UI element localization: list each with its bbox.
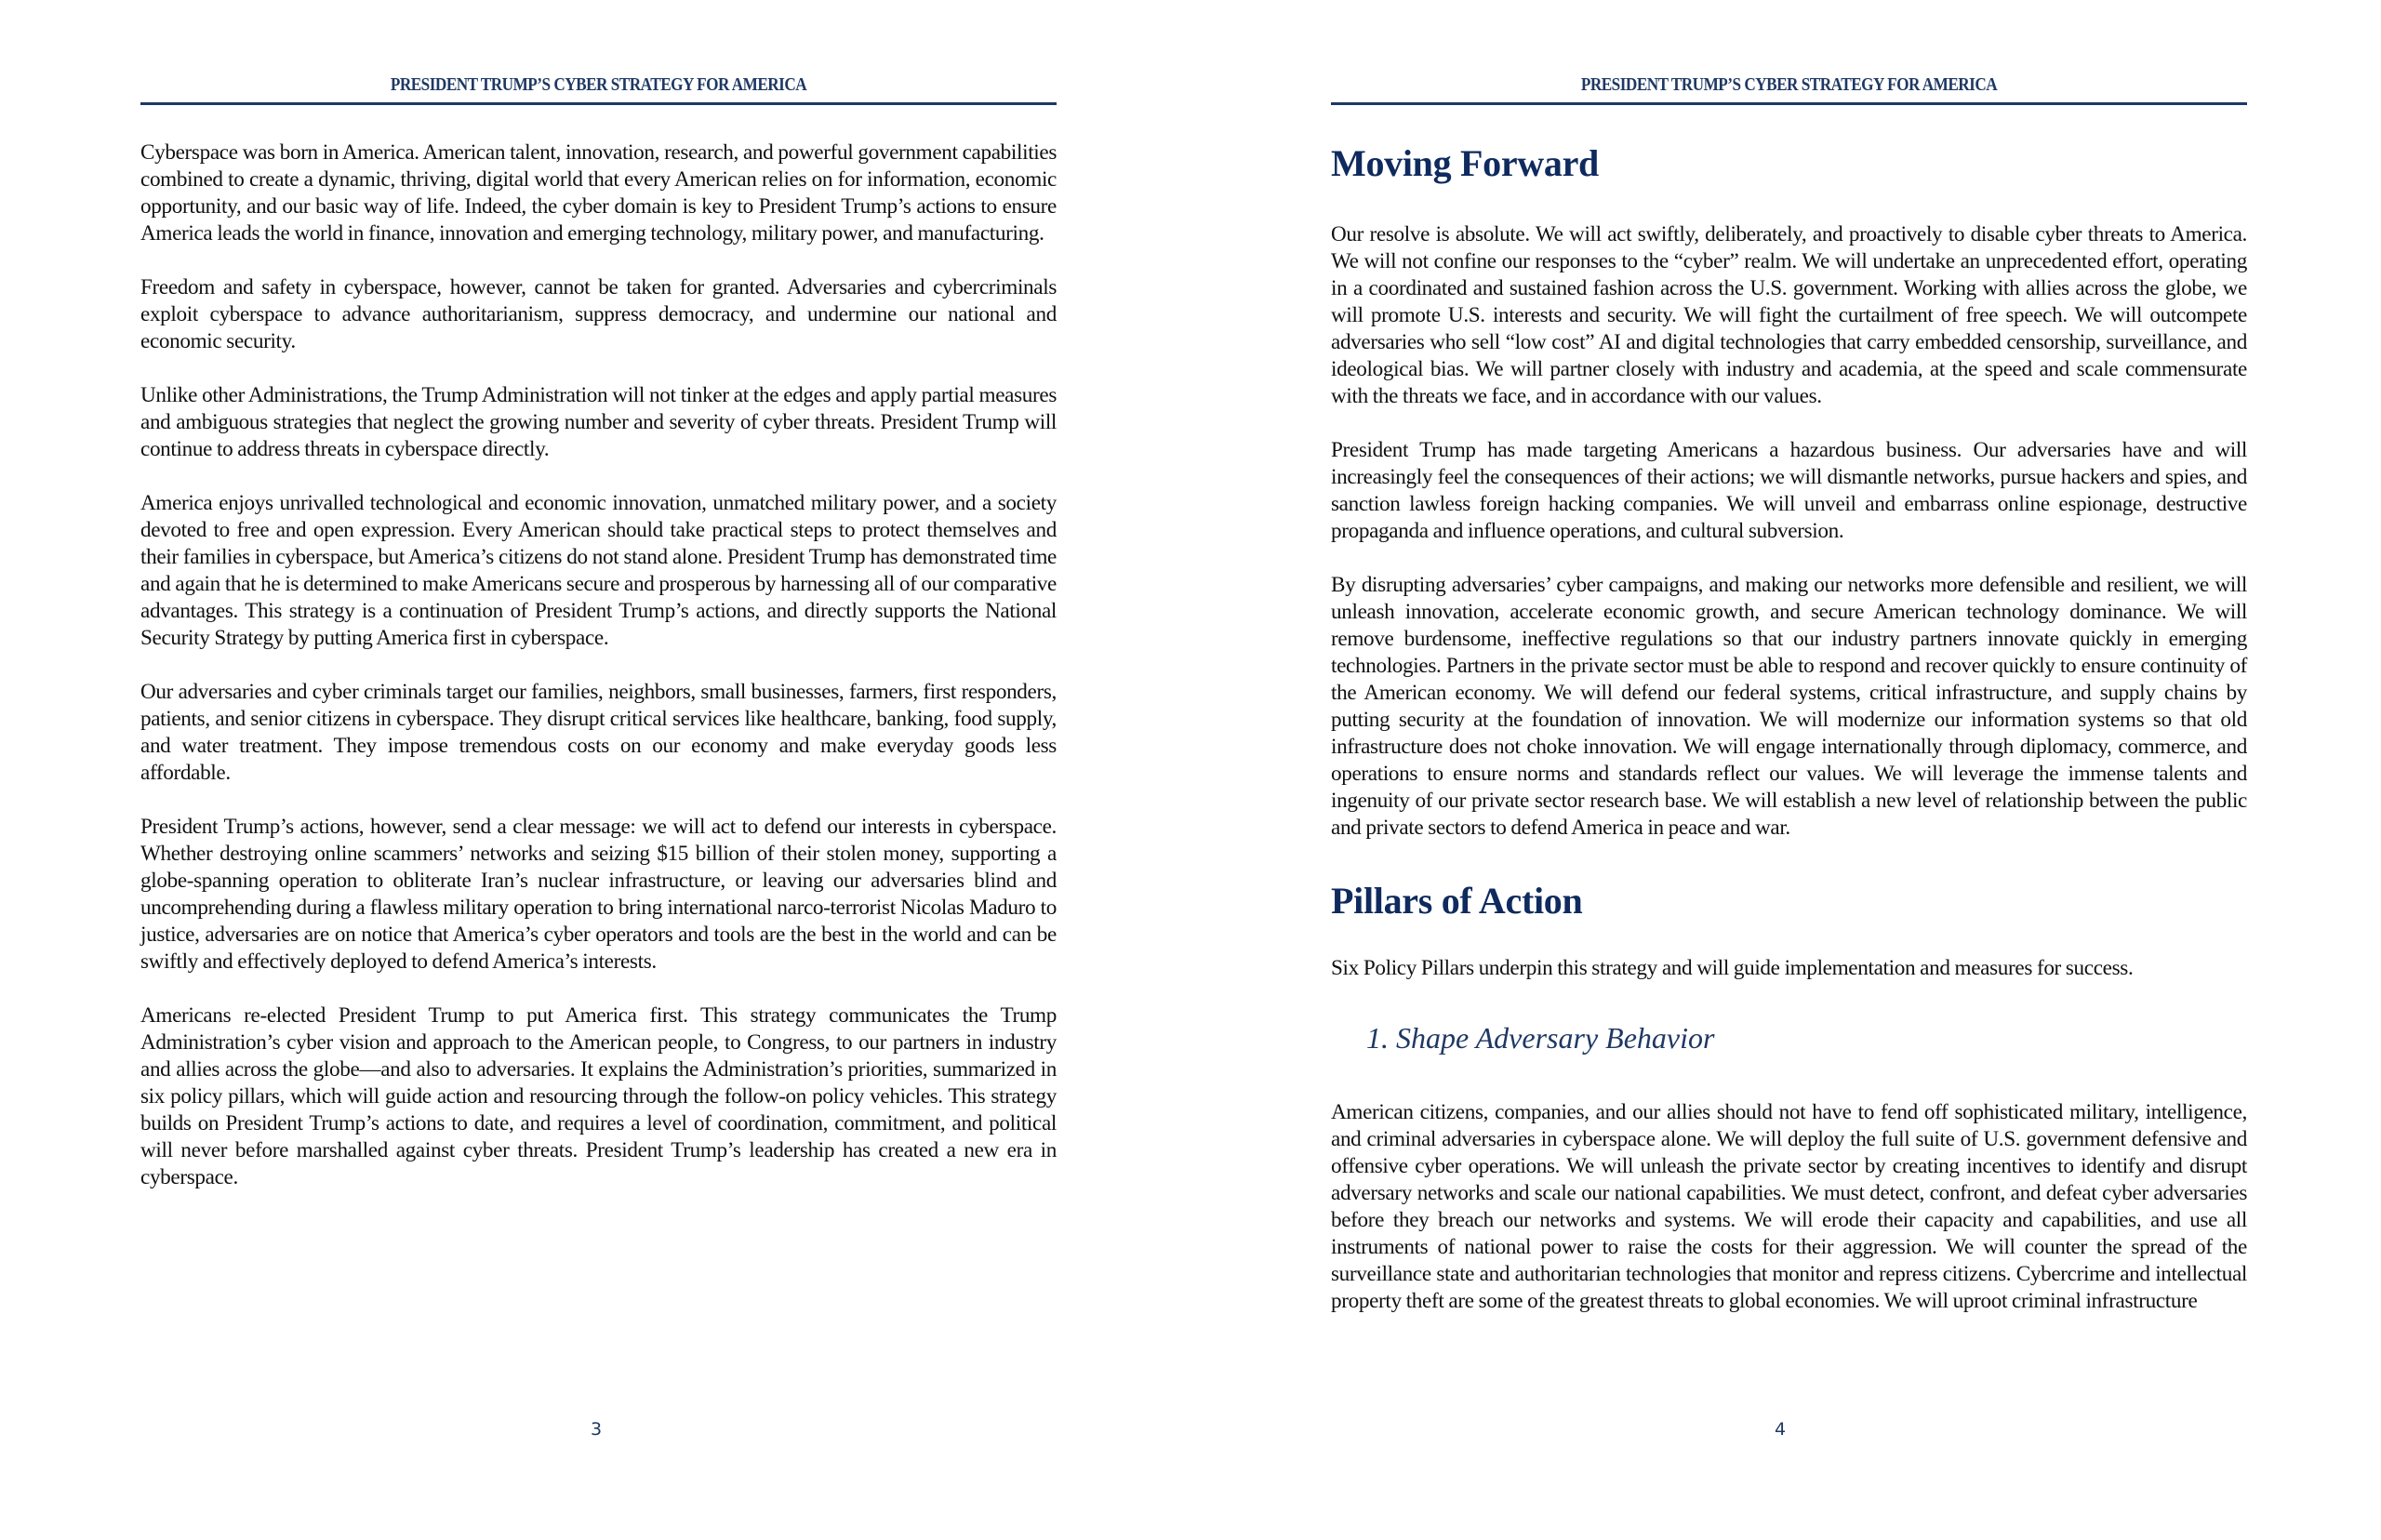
header-rule: [140, 102, 1057, 105]
paragraph: Americans re-elected President Trump to put America first. This strategy communicates the Trump Administration’s cyber vision and approach to the American people, to Congress, to our partners in industry and allies across the globe—and also to adversaries. It explains the Administration’s priorities, summarized in six policy pillars, which will guide action and resourcing through the follow-on policy vehicles. This strategy builds on President Trump’s actions to date, and requires a level of coordination, commitment, and political will never before marshalled against cyber threats. President Trump’s leadership has created a new era in cyberspace.: [140, 1003, 1057, 1189]
paragraph: Unlike other Administrations, the Trump Administration will not tinker at the edges and apply partial measures and ambiguous strategies that neglect the growing number and severity of cyber threats. President Trump will continue to address threats in cyberspace directly.: [140, 383, 1057, 461]
header-rule: [1331, 102, 2247, 105]
paragraph: President Trump’s actions, however, send a clear message: we will act to defend our interests in cyberspace. Whether destroying online scammers’ networks and seizing $15 billion of their stolen money, supporting a globe-spanning operation to obliterate Iran’s nuclear infrastructure, or leaving our adversaries blind and uncomprehending during a flawless military operation to bring international narco-terrorist Nicolas Maduro to justice, adversaries are on notice that America’s cyber operators and tools are the best in the world and can be swiftly and effectively deployed to defend America’s interests.: [140, 815, 1057, 974]
paragraph: American citizens, companies, and our allies should not have to fend off sophisticated military, intelligence, and criminal adversaries in cyberspace alone. We will deploy the full suite of U.S. government defensive and offensive cyber operations. We will unleash the private sector by creating incentives to identify and disrupt adversary networks and scale our national capabilities. We must detect, confront, and defeat cyber adversaries before they breach our networks and systems. We will erode their capacity and capabilities, and use all instruments of national power to raise the costs for their aggression. We will counter the spread of the surveillance state and authoritarian technologies that monitor and repress citizens. Cybercrime and intellectual property theft are some of the greatest threats to global economies. We will uproot criminal infrastructure: [1331, 1100, 2247, 1313]
running-header: PRESIDENT TRUMP’S CYBER STRATEGY FOR AMERICA: [1580, 74, 1998, 95]
pillar-heading-1: 1. Shape Adversary Behavior: [1366, 1021, 1715, 1055]
page-number: 4: [1775, 1419, 1787, 1440]
running-header: PRESIDENT TRUMP’S CYBER STRATEGY FOR AMERICA: [390, 74, 807, 95]
paragraph: Cyberspace was born in America. American talent, innovation, research, and powerful government capabilities combined to create a dynamic, thriving, digital world that every American relies on for information, economic opportunity, and our basic way of life. Indeed, the cyber domain is key to President Trump’s actions to ensure America leads the world in finance, innovation and emerging technology, military power, and manufacturing.: [140, 140, 1057, 246]
page-content: [1331, 130, 2247, 1342]
paragraph: Our resolve is absolute. We will act swiftly, deliberately, and proactively to disable cyber threats to America. We will not confine our responses to the “cyber” realm. We will undertake an unprecedented effort, operating in a coordinated and sustained fashion across the U.S. government. Working with allies across the globe, we will promote U.S. interests and security. We will fight the curtailment of free speech. We will outcompete adversaries who sell “low cost” AI and digital technologies that carry embedded censorship, surveillance, and ideological bias. We will partner closely with industry and academia, at the speed and scale commensurate with the threats we face, and in accordance with our values.: [1331, 222, 2247, 408]
page-4: [1331, 0, 2247, 1540]
section-heading-moving-forward: Moving Forward: [1331, 142, 1599, 184]
paragraph: President Trump has made targeting Americans a hazardous business. Our adversaries have and will increasingly feel the consequences of their actions; we will dismantle networks, pursue hackers and spies, and sanction lawless foreign hacking companies. We will unveil and embarrass online espionage, destructive propaganda and influence operations, and cultural subversion.: [1331, 438, 2247, 543]
paragraph: By disrupting adversaries’ cyber campaigns, and making our networks more defensible and resilient, we will unleash innovation, accelerate economic growth, and secure American technology dominance. We will remove burdensome, ineffective regulations so that our industry partners innovate quickly in emerging technologies. Partners in the private sector must be able to respond and recover quickly to ensure continuity of the American economy. We will defend our federal systems, critical infrastructure, and supply chains by putting security at the foundation of innovation. We will modernize our information systems so that old infrastructure does not choke innovation. We will engage internationally through diplomacy, commerce, and operations to ensure norms and standards reflect our values. We will leverage the immense talents and ingenuity of our private sector research base. We will establish a new level of relationship between the public and private sectors to defend America in peace and war.: [1331, 573, 2247, 840]
page-3: [140, 0, 1057, 1540]
page-number: 3: [591, 1419, 603, 1440]
pillars-intro: Six Policy Pillars underpin this strategy and will guide implementation and measures for success.: [1331, 956, 2134, 980]
paragraph: America enjoys unrivalled technological and economic innovation, unmatched military power, and a society devoted to free and open expression. Every American should take practical steps to protect themselves and their families in cyberspace, but America’s citizens do not stand alone. President Trump has demonstrated time and again that he is determined to make Americans secure and prosperous by harnessing all of our comparative advantages. This strategy is a continuation of President Trump’s actions, and directly supports the National Security Strategy by putting America first in cyberspace.: [140, 491, 1057, 650]
page-content: [140, 139, 1057, 1218]
paragraph: Freedom and safety in cyberspace, however, cannot be taken for granted. Adversaries and cybercriminals exploit cyberspace to advance authoritarianism, suppress democracy, and undermine our national and economic security.: [140, 275, 1057, 353]
section-heading-pillars-of-action: Pillars of Action: [1331, 880, 1583, 922]
paragraph: Our adversaries and cyber criminals target our families, neighbors, small businesses, farmers, first responders, patients, and senior citizens in cyberspace. They disrupt critical services like healthcare, banking, food supply, and water treatment. They impose tremendous costs on our economy and make everyday goods less affordable.: [140, 680, 1057, 785]
